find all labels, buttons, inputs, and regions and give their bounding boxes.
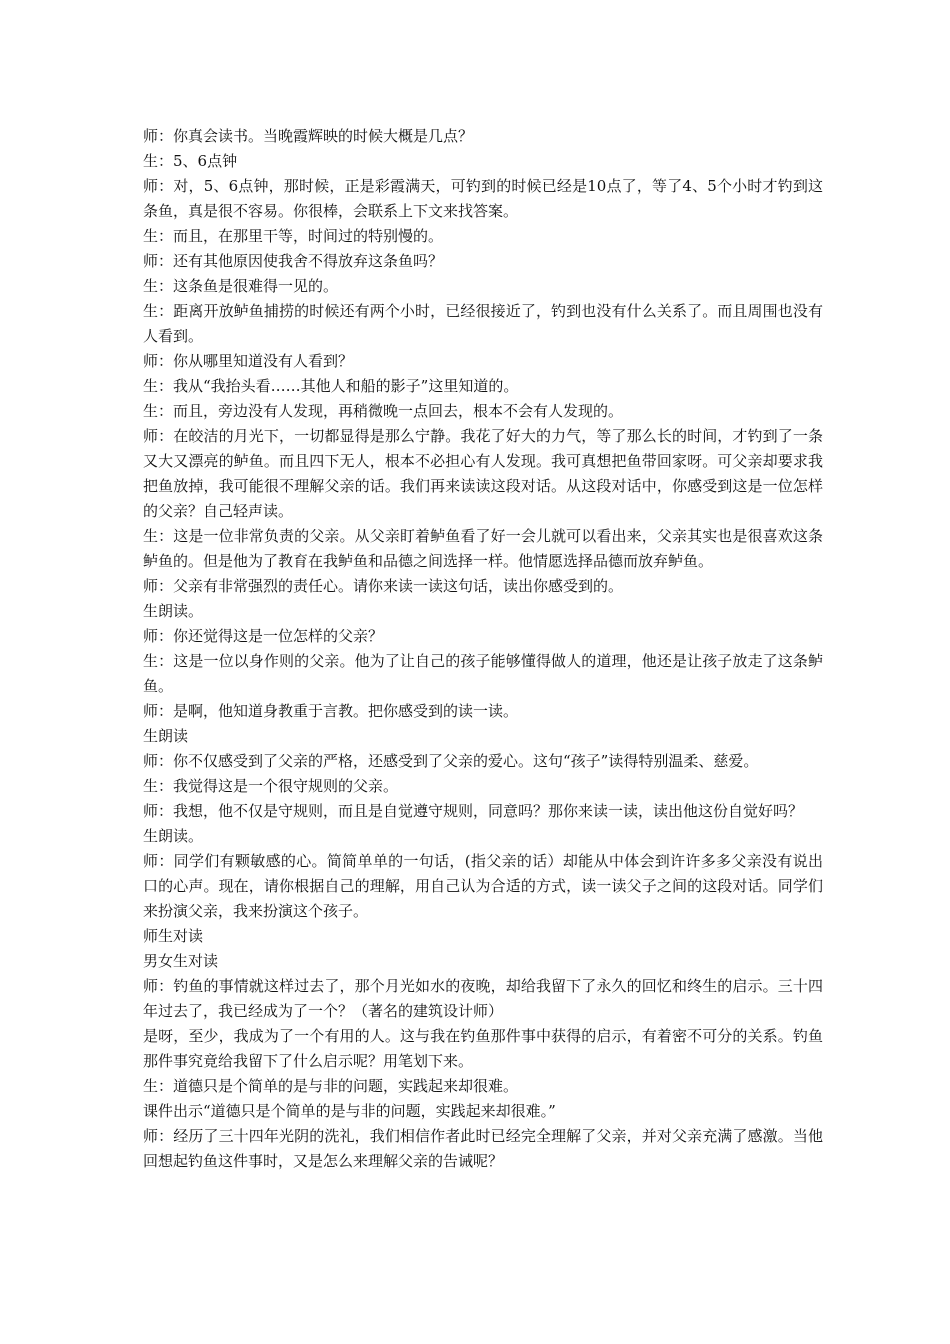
paragraph: 是呀，至少，我成为了一个有用的人。这与我在钓鱼那件事中获得的启示，有着密不可分的关系。钓鱼那件事究竟给我留下了什么启示呢？用笔划下来。 [143, 1027, 823, 1070]
paragraph: 师：你不仅感受到了父亲的严格，还感受到了父亲的爱心。这句“孩子”读得特别温柔、慈爱。 [143, 752, 759, 770]
paragraph: 生：这条鱼是很难得一见的。 [143, 277, 339, 295]
paragraph: 生：我觉得这是一个很守规则的父亲。 [143, 777, 399, 795]
paragraph: 师：在皎洁的月光下，一切都显得是那么宁静。我花了好大的力气，等了那么长的时间，才钓到了一条又大又漂亮的鲈鱼。而且四下无人，根本不必担心有人发现。我可真想把鱼带回家呀。可父亲却要求我把鱼放掉，我可能很不理解父亲的话。我们再来读读这段对话。从这段对话中，你感受到这是一位怎样的父亲？自己轻声读。 [143, 427, 823, 520]
paragraph: 课件出示“道德只是个简单的是与非的问题，实践起来却很难。” [143, 1102, 556, 1120]
paragraph: 师：经历了三十四年光阴的洗礼，我们相信作者此时已经完全理解了父亲，并对父亲充满了感激。当他回想起钓鱼这件事时，又是怎么来理解父亲的告诫呢？ [143, 1127, 823, 1170]
paragraph: 生：道德只是个简单的是与非的问题，实践起来却很难。 [143, 1077, 519, 1095]
paragraph: 生：我从“我抬头看……其他人和船的影子”这里知道的。 [143, 377, 519, 395]
paragraph: 生：而且，在那里干等，时间过的特别慢的。 [143, 227, 444, 245]
paragraph: 师：对，5、6点钟，那时候，正是彩霞满天，可钓到的时候已经是10点了，等了4、5个小时才钓到这条鱼，真是很不容易。你很棒，会联系上下文来找答案。 [143, 177, 823, 220]
paragraph: 师：你真会读书。当晚霞辉映的时候大概是几点？ [143, 127, 474, 145]
paragraph: 生：5、6点钟 [143, 152, 238, 170]
paragraph: 师：父亲有非常强烈的责任心。请你来读一读这句话，读出你感受到的。 [143, 577, 624, 595]
paragraph: 师：钓鱼的事情就这样过去了，那个月光如水的夜晚，却给我留下了永久的回忆和终生的启示。三十四年过去了，我已经成为了一个？（著名的建筑设计师） [143, 977, 823, 1020]
paragraph: 男女生对读 [143, 952, 219, 970]
paragraph: 生：距离开放鲈鱼捕捞的时候还有两个小时，已经很接近了，钓到也没有什么关系了。而且周围也没有人看到。 [143, 302, 823, 345]
paragraph: 师：同学们有颗敏感的心。简简单单的一句话，(指父亲的话）却能从中体会到许许多多父亲没有说出口的心声。现在，请你根据自己的理解，用自己认为合适的方式，读一读父子之间的这段对话。同学们来扮演父亲，我来扮演这个孩子。 [143, 852, 823, 920]
paragraph: 生：这是一位非常负责的父亲。从父亲盯着鲈鱼看了好一会儿就可以看出来，父亲其实也是很喜欢这条鲈鱼的。但是他为了教育在我鲈鱼和品德之间选择一样。他情愿选择品德而放弃鲈鱼。 [143, 527, 823, 570]
paragraph: 生：而且，旁边没有人发现，再稍微晚一点回去，根本不会有人发现的。 [143, 402, 624, 420]
paragraph: 师：还有其他原因使我舍不得放弃这条鱼吗？ [143, 252, 444, 270]
paragraph: 生：这是一位以身作则的父亲。他为了让自己的孩子能够懂得做人的道理，他还是让孩子放走了这条鲈鱼。 [143, 652, 823, 695]
paragraph: 师：你从哪里知道没有人看到？ [143, 352, 354, 370]
paragraph: 师生对读 [143, 927, 204, 945]
paragraph: 师：我想，他不仅是守规则，而且是自觉遵守规则，同意吗？那你来读一读，读出他这份自觉好吗？ [143, 802, 804, 820]
document-body [143, 124, 823, 1174]
paragraph: 师：你还觉得这是一位怎样的父亲？ [143, 627, 384, 645]
paragraph: 师：是啊，他知道身教重于言教。把你感受到的读一读。 [143, 702, 519, 720]
paragraph: 生朗读。 [143, 602, 204, 620]
paragraph: 生朗读。 [143, 827, 204, 845]
paragraph: 生朗读 [143, 727, 189, 745]
